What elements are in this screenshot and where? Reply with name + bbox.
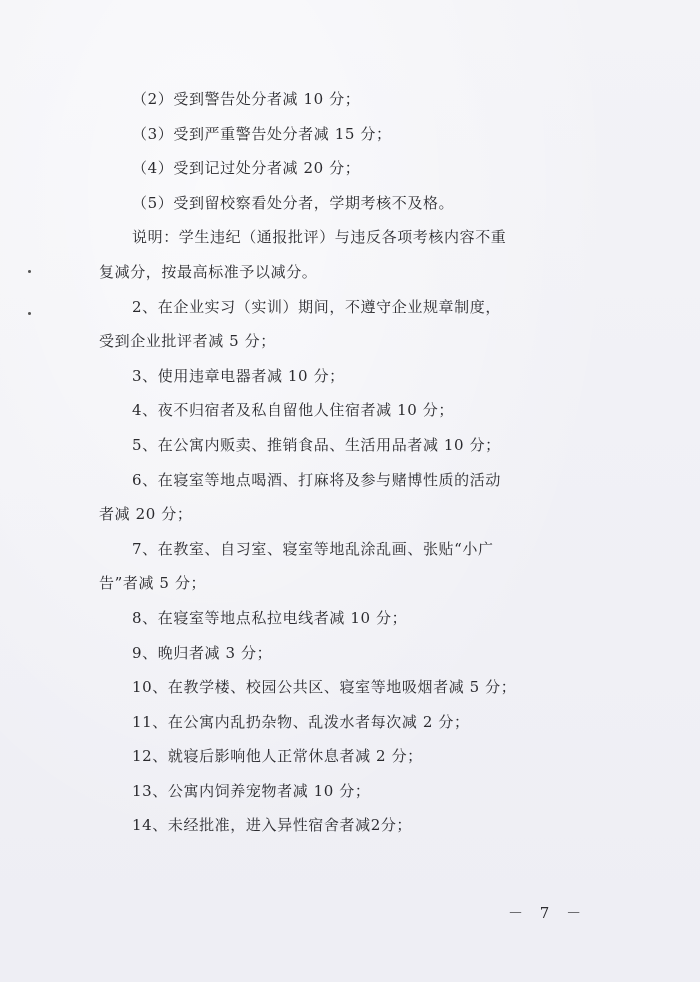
text-line: 4、夜不归宿者及私自留他人住宿者减 10 分； — [132, 401, 454, 420]
text-line: 受到企业批评者减 5 分； — [99, 332, 276, 351]
text-line: 8、在寝室等地点私拉电线者减 10 分； — [132, 608, 408, 627]
text-line: 7、在教室、自习室、寝室等地乱涂乱画、张贴“小广 — [132, 539, 494, 558]
text-line: 11、在公寓内乱扔杂物、乱泼水者每次减 2 分； — [132, 712, 470, 731]
text-line: 10、在教学楼、校园公共区、寝室等地吸烟者减 5 分； — [132, 678, 517, 697]
text-line: 9、晚归者减 3 分； — [132, 643, 273, 662]
text-line: 告”者减 5 分； — [99, 574, 207, 593]
binding-hole-mark — [28, 312, 31, 315]
text-line: （4）受到记过处分者减 20 分； — [132, 159, 361, 178]
text-line: 13、公寓内饲养宠物者减 10 分； — [132, 781, 371, 800]
text-line: 12、就寝后影响他人正常休息者减 2 分； — [132, 747, 423, 766]
text-line: 2、在企业实习（实训）期间，不遵守企业规章制度， — [132, 297, 501, 316]
text-line: （5）受到留校察看处分者，学期考核不及格。 — [132, 193, 455, 212]
text-line: 5、在公寓内贩卖、推销食品、生活用品者减 10 分； — [132, 435, 501, 454]
text-line: 3、使用违章电器者减 10 分； — [132, 366, 345, 385]
binding-hole-mark — [28, 270, 31, 273]
text-line: 者减 20 分； — [99, 505, 193, 524]
page-number: － 7 － — [508, 904, 588, 922]
document-body — [99, 82, 569, 843]
text-line: 说明：学生违纪（通报批评）与违反各项考核内容不重 — [132, 228, 507, 247]
text-line: 14、未经批准，进入异性宿舍者减2分； — [132, 816, 413, 835]
text-line: 复减分，按最高标准予以减分。 — [99, 262, 318, 281]
text-line: （3）受到严重警告处分者减 15 分； — [132, 124, 392, 143]
text-line: （2）受到警告处分者减 10 分； — [132, 90, 361, 108]
text-line: 6、在寝室等地点喝酒、打麻将及参与赌博性质的活动 — [132, 470, 501, 489]
